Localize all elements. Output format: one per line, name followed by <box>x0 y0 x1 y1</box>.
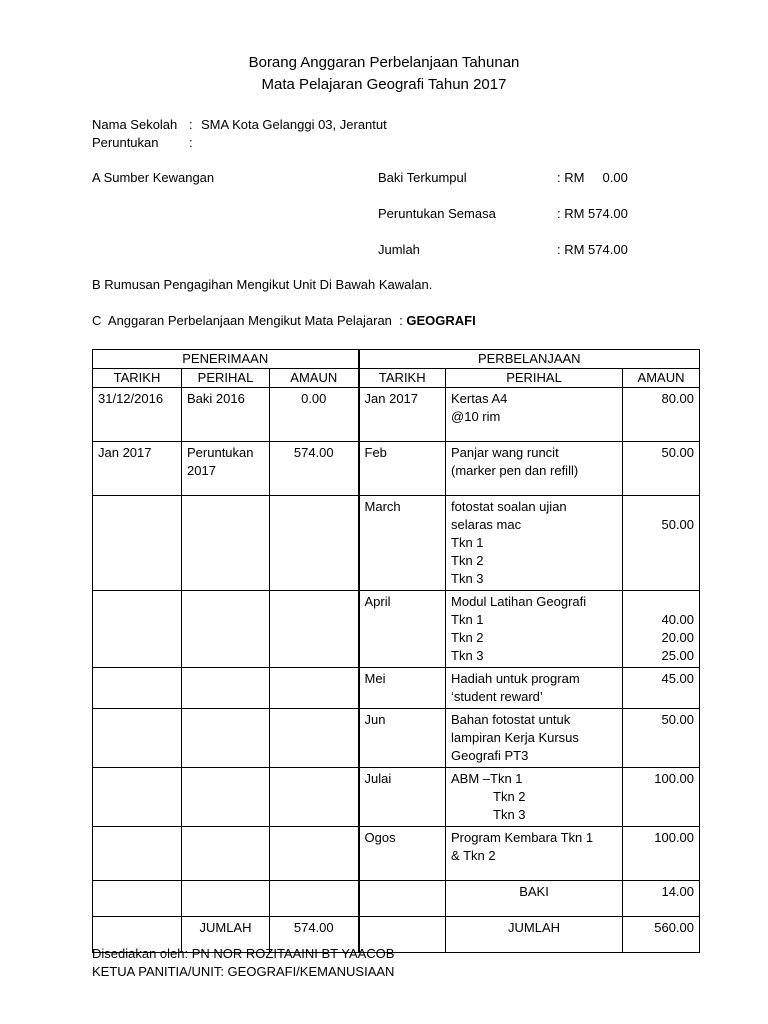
receipt-amount-cell: 574.00 <box>270 442 359 496</box>
receipt-amount-cell <box>270 709 359 768</box>
expense-desc-line: Tkn 3 <box>493 807 526 822</box>
expense-desc-line: Modul Latihan Geografi <box>451 594 587 609</box>
expense-desc-line: Tkn 3 <box>451 648 484 663</box>
expense-amount-cell <box>623 388 700 442</box>
section-b-label: B Rumusan Pengagihan Mengikut Unit Di Bawah Kawalan. <box>92 277 433 292</box>
accumulated-balance-value: : RM 0.00 <box>557 170 628 185</box>
balance-row <box>93 881 700 917</box>
receipt-date-cell <box>93 591 182 668</box>
expense-desc-line: fotostat soalan ujian <box>451 499 567 514</box>
prepared-by: Disediakan oleh: PN NOR ROZITAAINI BT YAACOB <box>92 946 395 961</box>
expense-date-cell: Feb <box>359 442 446 496</box>
expense-desc-cell <box>446 388 623 442</box>
position-label: KETUA PANITIA/UNIT: GEOGRAFI/KEMANUSIAAN <box>92 964 395 979</box>
table-cell <box>182 881 270 917</box>
expense-amount-line: 100.00 <box>654 771 695 786</box>
receipt-desc-line: Baki 2016 <box>187 391 245 406</box>
expense-desc-line: ‘student reward’ <box>451 689 543 704</box>
col-header-expense-amount: AMAUN <box>623 369 700 388</box>
expense-desc-cell <box>446 496 623 591</box>
receipt-desc-line: Peruntukan <box>187 445 254 460</box>
expense-desc-line: Geografi PT3 <box>451 748 529 763</box>
expense-amount-line: 50.00 <box>661 517 695 532</box>
school-sep: : <box>189 117 193 132</box>
section-a-label: A Sumber Kewangan <box>92 170 215 185</box>
table-row <box>93 591 700 668</box>
expense-date-cell: Jan 2017 <box>359 388 446 442</box>
expense-desc-line: (marker pen dan refill) <box>451 463 579 478</box>
total-label-expenditure: JUMLAH <box>446 917 623 953</box>
expense-amount-line <box>628 498 694 516</box>
receipt-desc-cell <box>182 709 270 768</box>
receipt-desc-cell <box>182 442 270 496</box>
expense-amount-cell <box>623 709 700 768</box>
col-header-receipt-amount: AMAUN <box>270 369 359 388</box>
expense-amount-line: 45.00 <box>661 671 695 686</box>
col-header-expense-date: TARIKH <box>359 369 446 388</box>
school-value: SMA Kota Gelanggi 03, Jerantut <box>201 117 387 132</box>
total-source-label: Jumlah <box>378 242 420 257</box>
receipt-desc-cell <box>182 827 270 881</box>
receipt-desc-cell <box>182 388 270 442</box>
section-c-text: C Anggaran Perbelanjaan Mengikut Mata Pelajaran : <box>92 313 403 328</box>
expense-desc-cell <box>446 668 623 709</box>
form-title: Borang Anggaran Perbelanjaan Tahunan <box>248 54 520 71</box>
expense-desc-cell <box>446 827 623 881</box>
table-row <box>93 442 700 496</box>
expense-amount-cell <box>623 827 700 881</box>
receipt-date-cell: 31/12/2016 <box>93 388 182 442</box>
table-column-header-row <box>93 369 700 388</box>
receipt-date-cell <box>93 496 182 591</box>
receipt-desc-line: 2017 <box>187 463 216 478</box>
current-allocation-label: Peruntukan Semasa <box>378 206 496 221</box>
table-row <box>93 668 700 709</box>
receipt-date-cell <box>93 709 182 768</box>
balance-label: BAKI <box>446 881 623 917</box>
expense-amount-cell <box>623 768 700 827</box>
table-cell <box>359 881 446 917</box>
receipt-date-cell <box>93 668 182 709</box>
expense-amount-cell <box>623 496 700 591</box>
total-expenditure: 560.00 <box>623 917 700 953</box>
total-source-value: : RM 574.00 <box>557 242 628 257</box>
form-subtitle: Mata Pelajaran Geografi Tahun 2017 <box>261 76 507 93</box>
table-cell <box>93 881 182 917</box>
receipt-amount-cell <box>270 768 359 827</box>
section-c-subject: GEOGRAFI <box>406 313 476 328</box>
allocation-sep: : <box>189 135 193 150</box>
expense-amount-line: 80.00 <box>661 391 695 406</box>
expense-date-cell: Mei <box>359 668 446 709</box>
expense-date-cell: March <box>359 496 446 591</box>
expense-date-cell: Julai <box>359 768 446 827</box>
expense-amount-cell <box>623 442 700 496</box>
expense-desc-line: Tkn 2 <box>493 789 526 804</box>
receipt-date-cell <box>93 768 182 827</box>
budget-table <box>92 349 700 953</box>
table-group-header-row <box>93 350 700 369</box>
expense-amount-cell <box>623 668 700 709</box>
expense-desc-line: Hadiah untuk program <box>451 671 580 686</box>
receipts-group-header: PENERIMAAN <box>93 350 359 369</box>
total-receipts: 574.00 <box>270 917 359 953</box>
expense-desc-cell <box>446 709 623 768</box>
allocation-label: Peruntukan <box>92 135 159 150</box>
receipt-amount-cell <box>270 827 359 881</box>
expenditure-group-header: PERBELANJAAN <box>359 350 700 369</box>
expense-desc-line: Tkn 2 <box>451 553 484 568</box>
col-header-receipt-desc: PERIHAL <box>182 369 270 388</box>
expense-date-cell: Ogos <box>359 827 446 881</box>
receipt-amount-cell <box>270 496 359 591</box>
expense-amount-line: 20.00 <box>661 630 695 645</box>
col-header-receipt-date: TARIKH <box>93 369 182 388</box>
expense-desc-line: Tkn 1 <box>451 535 484 550</box>
expense-desc-cell <box>446 442 623 496</box>
expense-amount-line: 25.00 <box>661 648 695 663</box>
expense-desc-line: lampiran Kerja Kursus <box>451 730 579 745</box>
expense-amount-line <box>628 593 694 611</box>
expense-desc-line: Panjar wang runcit <box>451 445 559 460</box>
table-row <box>93 709 700 768</box>
expense-desc-line: @10 rim <box>451 409 501 424</box>
expense-desc-line: Kertas A4 <box>451 391 508 406</box>
receipt-desc-cell <box>182 496 270 591</box>
expense-desc-line: Tkn 1 <box>451 612 484 627</box>
section-c-label <box>92 313 476 328</box>
table-row <box>93 827 700 881</box>
table-row <box>93 768 700 827</box>
expense-desc-line: ABM –Tkn 1 <box>451 771 523 786</box>
expense-desc-cell <box>446 768 623 827</box>
total-label-receipts: JUMLAH <box>182 917 270 953</box>
school-label: Nama Sekolah <box>92 117 178 132</box>
expense-date-cell: Jun <box>359 709 446 768</box>
expense-desc-line: & Tkn 2 <box>451 848 496 863</box>
expense-amount-line: 50.00 <box>661 445 695 460</box>
expense-amount-line: 100.00 <box>654 830 695 845</box>
expense-date-cell: April <box>359 591 446 668</box>
receipt-date-cell: Jan 2017 <box>93 442 182 496</box>
expense-desc-cell <box>446 591 623 668</box>
expense-desc-line: Program Kembara Tkn 1 <box>451 830 594 845</box>
col-header-expense-desc: PERIHAL <box>446 369 623 388</box>
expense-amount-cell <box>623 591 700 668</box>
expense-amount-line: 40.00 <box>661 612 695 627</box>
table-row <box>93 388 700 442</box>
accumulated-balance-label: Baki Terkumpul <box>378 170 467 185</box>
receipt-amount-cell <box>270 591 359 668</box>
table-body <box>93 388 700 881</box>
expense-desc-line: Tkn 2 <box>451 630 484 645</box>
expense-desc-line: Tkn 3 <box>451 571 484 586</box>
receipt-desc-cell <box>182 591 270 668</box>
receipt-desc-cell <box>182 768 270 827</box>
receipt-date-cell <box>93 827 182 881</box>
receipt-desc-cell <box>182 668 270 709</box>
receipt-amount-cell: 0.00 <box>270 388 359 442</box>
table-row <box>93 496 700 591</box>
balance-value: 14.00 <box>623 881 700 917</box>
expense-desc-line: selaras mac <box>451 517 522 532</box>
table-cell <box>270 881 359 917</box>
expense-amount-line: 50.00 <box>661 712 695 727</box>
expense-desc-line: Bahan fotostat untuk <box>451 712 571 727</box>
current-allocation-value: : RM 574.00 <box>557 206 628 221</box>
receipt-amount-cell <box>270 668 359 709</box>
